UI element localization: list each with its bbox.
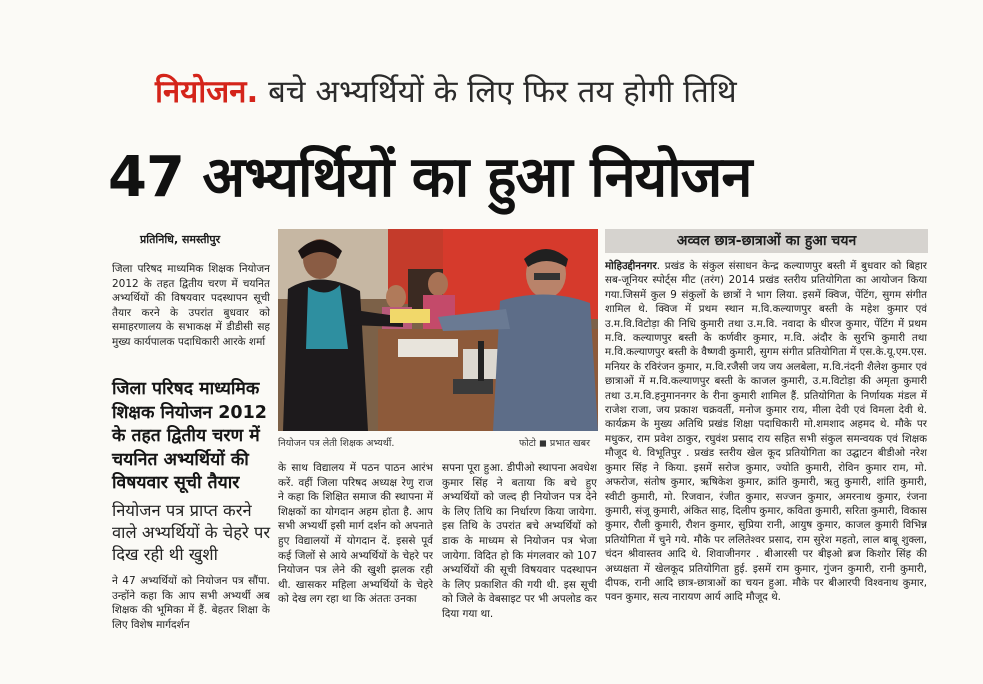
main-headline: 47 अभ्यर्थियों का हुआ नियोजन xyxy=(108,145,752,210)
kicker-text: बचे अभ्यर्थियों के लिए फिर तय होगी तिथि xyxy=(268,74,737,110)
highlight-subhead-2: नियोजन पत्र प्राप्त करने वाले अभ्यर्थियों के चेहरे पर दिख रही थी खुशी xyxy=(112,501,271,564)
sidebar-dateline: मोहिउद्दीननगर xyxy=(605,260,657,272)
photo-credit: फोटो ◼ प्रभात खबर xyxy=(518,438,590,449)
sidebar-headline: अव्वल छात्र-छात्राओं का हुआ चयन xyxy=(605,229,928,253)
byline: प्रतिनिधि, समस्तीपुर xyxy=(140,233,221,246)
highlight-subhead-1: जिला परिषद माध्यमिक शिक्षक नियोजन 2012 के तहत द्वितीय चरण में चयनित अभ्यर्थियों की विषयवार सूची तैयार xyxy=(112,379,267,493)
article-column-2: के साथ विद्यालय में पठन पाठन आरंभ करें. वहीं जिला परिषद अध्यक्ष रेणु राज ने कहा कि शिक्षित समाज की स्थापना में शिक्षकों का योगदान अहम होता है. आप सभी अभ्यर्थी इसी मार्ग दर्शन को अपनाते हुए विद्यालयों में योगदान दें. इससे पूर्व कई जिलों से आये अभ्यर्थियों के चेहरे पर नियोजन पत्र लेने की खुशी झलक रही थी. खासकर महिला अभ्यर्थियों के चेहरे को देख लग रहा था कि अंततः उनका xyxy=(278,462,433,606)
photo-illustration xyxy=(278,229,598,431)
sidebar-article xyxy=(605,259,927,605)
article-intro: जिला परिषद माध्यमिक शिक्षक नियोजन 2012 के तहत द्वितीय चरण में चयनित अभ्यर्थियों की विषयवार पदस्थापन सूची तैयार करने के उपरांत बुधवार को समाहरणालय के सभाकक्ष में डीडीसी सह मुख्य कार्यपालक पदाधिकारी आरके शर्मा xyxy=(112,263,270,348)
news-photo xyxy=(278,229,598,431)
kicker-line xyxy=(155,70,855,114)
kicker-prefix: नियोजन. xyxy=(155,74,259,110)
article-column-3: सपना पूरा हुआ. डीपीओ स्थापना अवधेश कुमार सिंह ने बताया कि बचे हुए अभ्यर्थियों को जल्द ही नियोजन पत्र देने के लिए तिथि का निर्धारण किया जायेगा. इस तिथि के उपरांत बचे अभ्यर्थियों को डाक के माध्यम से नियोजन पत्र भेजा जायेगा. विदित हो कि मंगलवार को 107 अभ्यर्थियों की सूची विषयवार पदस्थापन के लिए प्रकाशित की गयी थी. इस सूची को जिले के वेबसाइट पर भी अपलोड कर दिया गया था. xyxy=(442,462,597,620)
photo-caption-bar xyxy=(278,436,598,449)
photo-caption: नियोजन पत्र लेती शिक्षक अभ्यर्थी. xyxy=(278,438,395,449)
article-column-1-continued: ने 47 अभ्यर्थियों को नियोजन पत्र सौंपा. उन्होंने कहा कि आप सभी अभ्यर्थी अब शिक्षक की भूमिका में हैं. बेहतर शिक्षा के लिए विशेष मार्गदर्शन xyxy=(112,575,270,631)
sidebar-body: . प्रखंड के संकुल संसाधन केन्द्र कल्याणपुर बस्ती में बुधवार को बिहार सब-जूनियर स्पोर्ट्स मीट (तरंग) 2014 प्रखंड स्तरीय प्रतियोगिता का आयोजन किया गया.जिसमें कुल 9 संकुलों के छात्रों ने भाग लिया. इसमें क्विज, पेंटिंग, सुगम संगीत शामिल थे. क्विज में प्रथम स्थान म.वि.कल्याणपुर बस्ती के महेश कुमार एवं उ.म.वि.विटोड़ा की निधि कुमारी तथा उ.म.वि. नवादा के धीरज कुमार, पेंटिंग में प्रथम म.वि. कल्याणपुर बस्ती के कर्णवीर कुमार, म.वि. अंदौर के सुरभि कुमारी तथा म.वि.कल्याणपुर बस्ती के वैष्णवी कुमारी, सुगम संगीत प्रतियोगिता में एस.के.यू.एम.एस. मनियर के रविरंजन कुमार, म.वि.रजैसी जय जय अलबेला, म.वि.नंदनी शैलेश कुमार एवं छात्राओं में म.वि.कल्याणपुर बस्ती के काजल कुमारी, उ.म.विटोड़ा की अमृता कुमारी तथा उ.म.वि.हनुमाननगर के रीना कुमारी शामिल हैं. प्रतियोगिता के निर्णायक मंडल में राजेश राजा, जय प्रकाश चक्रवर्ती, मनोज कुमार राय, मीला देवी एवं विमला देवी थे. कार्यक्रम के मुख्य अतिथि प्रखंड शिक्षा पदाधिकारी मो.शमशाद अहमद थे. मौके पर मधुकर, राम प्रवेश ठाकुर, रघुवंश प्रसाद राय सहित सभी संकुल समन्वयक एवं शिक्षक मौजूद थे. विभूतिपुर . प्रखंड स्तरीय खेल कूद प्रतियोगिता का उद्घाटन बीडीओ नरेश कुमार सिंह ने किया. इसमें सरोज कुमार, ज्योति कुमारी, रोविन कुमार राम, मो. अफरोज, संतोष कुमार, ऋषिकेश कुमार, क्रांति कुमारी, ऋतु कुमारी, शांति कुमारी, स्वीटी कुमारी, मो. रिजवान, रंजीत कुमार, सज्जन कुमार, अमरनाथ कुमार, रंजना कुमारी, संजू कुमारी, अंकित साह, दिलीप कुमार, कविता कुमारी, सरिता कुमारी, विकास कुमार, रौली कुमारी, रौशन कुमार, सुप्रिया रानी, आयुष कुमार, काजल कुमारी विभिन्न प्रतियोगिता में चुने गये. मौके पर ललितेश्वर प्रसाद, राम सुरेश महतो, लाल बाबू शुक्ला, चंदन श्रीवास्तव आदि थे. शिवाजीनगर . बीआरसी पर बीइओ ब्रज किशोर सिंह की अध्यक्षता में खेलकूद प्रतियोगिता हुई. इसमें राम कुमार, गुंजन कुमारी, रानी कुमारी, दीपक, रानी आदि छात्र-छात्राओं का चयन हुआ. मौके पर बीआरपी विश्वनाथ कुमार, पवन कुमार, सत्य नारायण आर्य आदि मौजूद थे. xyxy=(605,260,927,604)
